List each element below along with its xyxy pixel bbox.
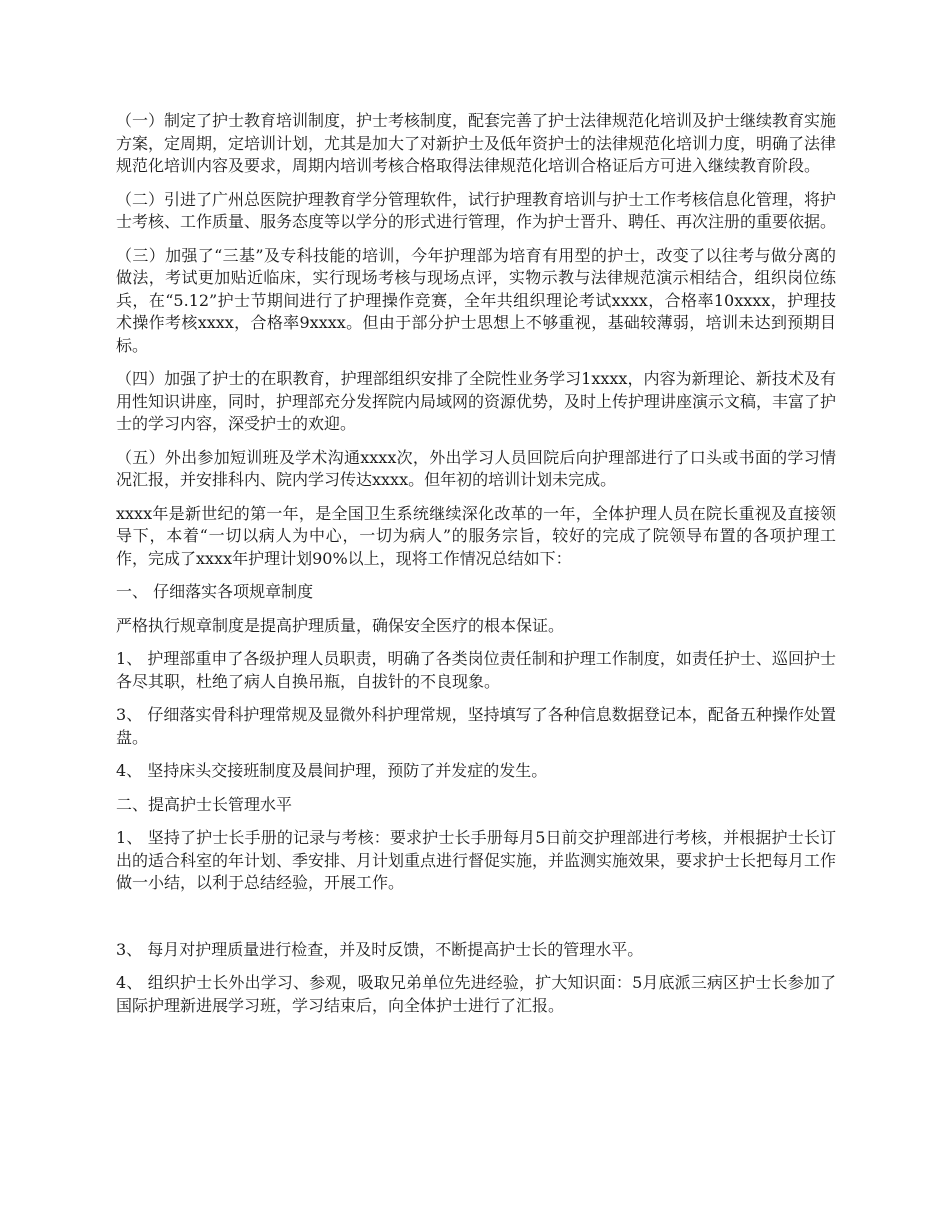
section-heading-1: 一、 仔细落实各项规章制度 xyxy=(116,582,314,601)
list-item-3b: 3、 每月对护理质量进行检查，并及时反馈，不断提高护士长的管理水平。 xyxy=(116,939,644,959)
paragraph-2: （二）引进了广州总医院护理教育学分管理软件，试行护理教育培训与护士工作考核信息化管理，将护士考核、工作质量、服务态度等以学分的形式进行管理，作为护士晋升、聘任、再次注册的重要依据。 xyxy=(116,189,837,231)
list-item-1: 1、 护理部重申了各级护理人员职责，明确了各类岗位责任制和护理工作制度，如责任护士、巡回护士各尽其职，杜绝了病人自换吊瓶，自拔针的不良现象。 xyxy=(116,649,836,691)
paragraph-4: （四）加强了护士的在职教育，护理部组织安排了全院性业务学习1xxxx，内容为新理论、新技术及有用性知识讲座，同时，护理部充分发挥院内局域网的资源优势，及时上传护理讲座演示文稿，丰富了护士的学习内容，深受护士的欢迎。 xyxy=(116,369,837,433)
paragraph-3: （三）加强了“三基”及专科技能的培训，今年护理部为培育有用型的护士，改变了以往考与做分离的做法，考试更加贴近临床，实行现场考核与现场点评，实物示教与法律规范演示相结合，组织岗位练兵，在“5.12”护士节期间进行了护理操作竞赛，全年共组织理论考试xxxx，合格率10xxxx，护理技术操作考核xxxx，合格率9xxxx。但由于部分护士思想上不够重视，基础较薄弱，培训未达到预期目标。 xyxy=(116,245,836,355)
section-heading-2: 二、提高护士长管理水平 xyxy=(116,794,293,814)
list-item-4: 4、 坚持床头交接班制度及晨间护理，预防了并发症的发生。 xyxy=(116,761,548,780)
paragraph-6: xxxx年是新世纪的第一年，是全国卫生系统继续深化改革的一年，全体护理人员在院长重视及直接领导下，本着“一切以病人为中心，一切为病人”的服务宗旨，较好的完成了院领导布置的各项护理工作，完成了xxxx年护理计划90%以上，现将工作情况总结如下： xyxy=(116,503,836,568)
document-body xyxy=(116,110,836,1028)
list-item-1b: 1、 坚持了护士长手册的记录与考核：要求护士长手册每月5日前交护理部进行考核，并根据护士长订出的适合科室的年计划、季安排、月计划重点进行督促实施，并监测实施效果，要求护士长把每月工作做一小结，以利于总结经验，开展工作。 xyxy=(116,828,837,892)
list-item-3: 3、 仔细落实骨科护理常规及显微外科护理常规，坚持填写了各种信息数据登记本，配备五种操作处置盘。 xyxy=(116,705,836,747)
paragraph-5: （五）外出参加短训班及学术沟通xxxx次，外出学习人员回院后向护理部进行了口头或书面的学习情况汇报，并安排科内、院内学习传达xxxx。但年初的培训计划未完成。 xyxy=(116,447,836,489)
list-item-4b: 4、 组织护士长外出学习、参观，吸取兄弟单位先进经验，扩大知识面：5月底派三病区护士长参加了国际护理新进展学习班，学习结束后，向全体护士进行了汇报。 xyxy=(116,973,836,1015)
blank-gap xyxy=(116,906,836,928)
paragraph-7: 严格执行规章制度是提高护理质量，确保安全医疗的根本保证。 xyxy=(116,615,565,635)
paragraph-1: （一）制定了护士教育培训制度，护士考核制度，配套完善了护士法律规范化培训及护士继续教育实施方案，定周期，定培训计划，尤其是加大了对新护士及低年资护士的法律规范化培训力度，明确了法律规范化培训内容及要求，周期内培训考核合格取得法律规范化培训合格证后方可进入继续教育阶段。 xyxy=(116,111,837,175)
